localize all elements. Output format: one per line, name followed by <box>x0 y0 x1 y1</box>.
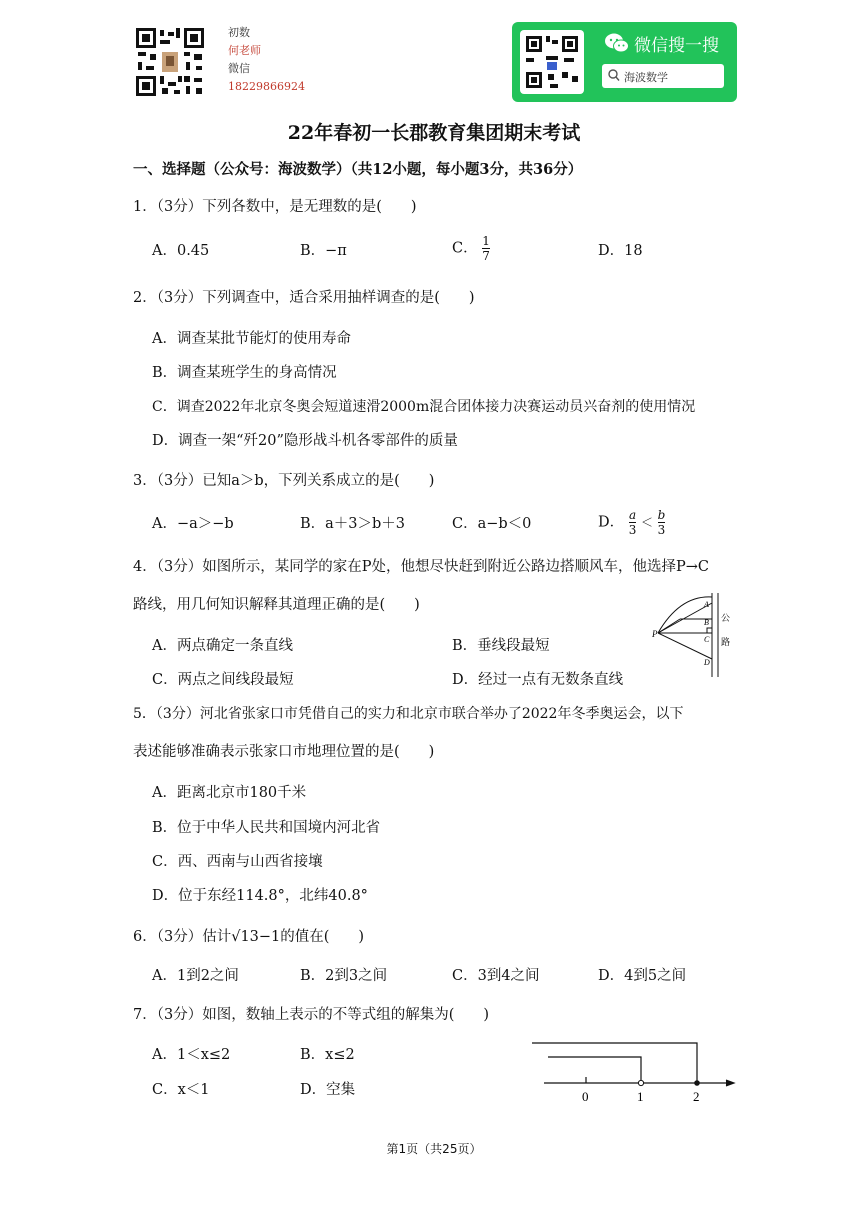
q2-option-a: A．调查某批节能灯的使用寿命 <box>152 331 351 347</box>
q5-stem-line1: 5．（3分）河北省张家口市凭借自己的实力和北京市联合举办了2022年冬季奥运会，以下 <box>133 706 684 722</box>
q3-option-c: C．a−b＜0 <box>452 516 532 532</box>
q6-option-b: B．2到3之间 <box>300 968 388 984</box>
q7-option-c: C．x＜1 <box>152 1082 210 1098</box>
search-icon <box>608 68 620 85</box>
contact-teacher: 何老师 <box>228 44 261 57</box>
q5-stem-line2: 表述能够准确表示张家口市地理位置的是( ) <box>133 744 435 760</box>
q1-option-c-prefix: C． <box>452 240 478 257</box>
qr-code-right <box>520 30 584 94</box>
q3-d-den2: 3 <box>657 523 666 537</box>
q3-d-less-than: ＜ <box>641 515 654 530</box>
q4-label-p: P <box>652 629 658 639</box>
q5-option-b: B．位于中华人民共和国境内河北省 <box>152 820 381 836</box>
q7-option-d: D．空集 <box>300 1082 356 1098</box>
q6-stem: 6．（3分）估计√13−1的值在( ) <box>133 929 365 945</box>
q5-option-c: C．西、西南与山西省接壤 <box>152 854 323 870</box>
section-heading: 一、选择题（公众号：海波数学）（共12小题，每小题3分，共36分） <box>133 161 583 178</box>
q4-figure <box>650 585 740 680</box>
contact-phone: 18229866924 <box>228 80 305 93</box>
q3-d-num1: a <box>628 508 637 522</box>
q3-d-fraction-right <box>658 508 666 537</box>
q3-d-num2: b <box>657 508 666 522</box>
q7-tick-2: 2 <box>693 1089 700 1104</box>
q4-label-b: B <box>704 618 709 627</box>
q7-tick-0: 0 <box>582 1089 589 1104</box>
q2-option-d: D．调查一架“歼20”隐形战斗机各零部件的质量 <box>152 433 458 449</box>
q4-label-road1: 公 <box>721 614 731 624</box>
wechat-search-label: 微信搜一搜 <box>634 36 719 56</box>
q7-option-b: B．x≤2 <box>300 1047 355 1063</box>
q7-stem: 7．（3分）如图，数轴上表示的不等式组的解集为( ) <box>133 1007 490 1023</box>
q7-tick-1: 1 <box>637 1089 644 1104</box>
wechat-search-banner[interactable] <box>512 22 737 102</box>
q4-label-c: C <box>704 635 710 644</box>
contact-line3: 微信 <box>228 62 250 75</box>
q3-option-d-prefix: D． <box>598 514 625 531</box>
qr-code-left <box>134 26 206 98</box>
q3-option-b: B．a＋3＞b＋3 <box>300 516 406 532</box>
q2-option-c: C．调查2022年北京冬奥会短道速滑2000m混合团体接力决赛运动员兴奋剂的使用情况 <box>152 399 696 415</box>
q3-option-a: A．−a＞−b <box>152 516 234 532</box>
q4-stem-line2: 路线，用几何知识解释其道理正确的是( ) <box>133 597 420 613</box>
wechat-search-input[interactable] <box>602 64 724 88</box>
q2-stem: 2．（3分）下列调查中，适合采用抽样调查的是( ) <box>133 290 475 306</box>
q6-option-c: C．3到4之间 <box>452 968 540 984</box>
q4-option-c: C．两点之间线段最短 <box>152 672 294 688</box>
q4-label-d: D <box>704 658 710 667</box>
contact-info <box>228 24 305 96</box>
q1-stem: 1．（3分）下列各数中，是无理数的是( ) <box>133 199 417 215</box>
page-footer: 第1页（共25页） <box>386 1142 482 1156</box>
q3-option-d <box>598 508 665 537</box>
q1-c-denominator: 7 <box>482 249 490 263</box>
page-title: 22年春初一长郡教育集团期末考试 <box>287 122 581 144</box>
q6-option-d: D．4到5之间 <box>598 968 687 984</box>
q1-option-d: D．18 <box>598 243 643 259</box>
q4-option-d: D．经过一点有无数条直线 <box>452 672 624 688</box>
q3-d-fraction-left <box>629 508 637 537</box>
q4-option-a: A．两点确定一条直线 <box>152 638 293 654</box>
q3-stem: 3．（3分）已知a＞b，下列关系成立的是( ) <box>133 473 435 489</box>
q1-option-b: B．−π <box>300 243 347 259</box>
wechat-icon <box>604 32 630 54</box>
q4-label-a: A <box>704 600 709 609</box>
q5-option-a: A．距离北京市180千米 <box>152 785 307 801</box>
q1-option-c-fraction <box>482 234 490 263</box>
q4-option-b: B．垂线段最短 <box>452 638 550 654</box>
q4-stem-line1: 4．（3分）如图所示，某同学的家在P处，他想尽快赶到附近公路边搭顺风车，他选择P→C <box>133 559 709 575</box>
search-value: 海波数学 <box>624 71 668 84</box>
q1-c-numerator: 1 <box>482 234 490 248</box>
q1-option-c <box>452 234 490 263</box>
q6-option-a: A．1到2之间 <box>152 968 239 984</box>
q4-label-road2: 路 <box>721 638 731 648</box>
q7-option-a: A．1＜x≤2 <box>152 1047 231 1063</box>
q3-d-den1: 3 <box>628 523 637 537</box>
q1-option-a: A．0.45 <box>152 243 210 259</box>
q7-number-line-figure <box>530 1035 740 1110</box>
q2-option-b: B．调查某班学生的身高情况 <box>152 365 337 381</box>
q5-option-d: D．位于东经114.8°，北纬40.8° <box>152 888 368 904</box>
contact-line1: 初数 <box>228 26 250 39</box>
